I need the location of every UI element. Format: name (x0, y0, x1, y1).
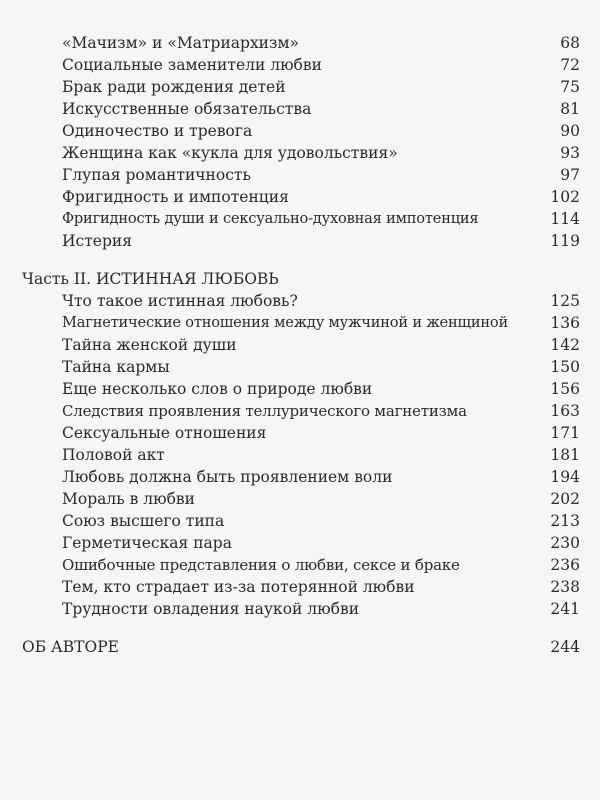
toc-entry-title: Брак ради рождения детей (62, 78, 286, 96)
toc-entry-title: Тайна женской души (62, 336, 237, 354)
toc-entry (62, 356, 580, 378)
part-heading (22, 268, 580, 290)
toc-entry (62, 120, 580, 142)
toc-entry (62, 422, 580, 444)
toc-entry-page: 236 (550, 556, 580, 574)
toc-entry (62, 466, 580, 488)
toc-entry-title: Сексуальные отношения (62, 424, 267, 442)
toc-entry-page: 125 (550, 292, 580, 310)
toc-entry-title: Тайна кармы (62, 358, 170, 376)
toc-entry-title: Фригидность и импотенция (62, 188, 289, 206)
toc-entry (62, 444, 580, 466)
toc-entry (62, 312, 580, 334)
toc-entry-title: Одиночество и тревога (62, 122, 253, 140)
toc-entry (62, 164, 580, 186)
toc-entry (62, 230, 580, 252)
toc-entry-page: 150 (550, 358, 580, 376)
toc-entry-title: Женщина как «кукла для удовольствия» (62, 144, 398, 162)
toc-entry-title: Любовь должна быть проявлением воли (62, 468, 393, 486)
toc-entry-title: Мораль в любви (62, 490, 195, 508)
about-author-page: 244 (550, 638, 580, 656)
toc-entry-page: 241 (550, 600, 580, 618)
toc-entry-page: 171 (550, 424, 580, 442)
toc-entry-page: 181 (550, 446, 580, 464)
toc-entry-title: Тем, кто страдает из-за потерянной любви (62, 578, 415, 596)
toc-entry (62, 142, 580, 164)
toc-entry (62, 54, 580, 76)
toc-entry (62, 554, 580, 576)
toc-entry-title: Следствия проявления теллурического магнетизма (62, 402, 467, 420)
toc-entry (62, 76, 580, 98)
toc-entry-page: 75 (560, 78, 580, 96)
toc-entry-page: 213 (550, 512, 580, 530)
toc-entry-title: Искусственные обязательства (62, 100, 312, 118)
toc-entry-title: Еще несколько слов о природе любви (62, 380, 373, 398)
toc-entry (62, 186, 580, 208)
toc-entry-title: Глупая романтичность (62, 166, 251, 184)
toc-entry (62, 532, 580, 554)
toc-entry-title: Фригидность души и сексуально-духовная импотенция (62, 210, 479, 227)
toc-entry (62, 378, 580, 400)
toc-entry (62, 208, 580, 230)
toc-entry (62, 290, 580, 312)
toc-entry (62, 334, 580, 356)
toc-entry (62, 576, 580, 598)
toc-entry-page: 114 (550, 210, 580, 228)
toc-entry-page: 90 (560, 122, 580, 140)
toc-entry-page: 163 (550, 402, 580, 420)
toc-entry (62, 488, 580, 510)
toc-entry (62, 510, 580, 532)
toc-entry-page: 97 (560, 166, 580, 184)
about-author-entry (22, 636, 580, 658)
toc-entry-title: Половой акт (62, 446, 165, 464)
toc-entry-page: 68 (560, 34, 580, 52)
toc-entry-page: 142 (550, 336, 580, 354)
toc-entry-title: Союз высшего типа (62, 512, 225, 530)
about-author-title: ОБ АВТОРЕ (22, 638, 119, 656)
toc-entry-page: 81 (560, 100, 580, 118)
toc-entry-page: 156 (550, 380, 580, 398)
part-heading-title: Часть II. ИСТИННАЯ ЛЮБОВЬ (22, 270, 279, 288)
toc-entry-title: Герметическая пара (62, 534, 232, 552)
toc-entry-title: Социальные заменители любви (62, 56, 322, 74)
toc-entry-title: Ошибочные представления о любви, сексе и браке (62, 556, 460, 574)
toc-entry-title: Магнетические отношения между мужчиной и женщиной (62, 314, 509, 331)
toc-entry-page: 72 (560, 56, 580, 74)
toc-entry-title: Трудности овладения наукой любви (62, 600, 360, 618)
toc-entry-title: «Мачизм» и «Матриархизм» (62, 34, 300, 52)
toc-entry-page: 202 (550, 490, 580, 508)
toc-entry-title: Что такое истинная любовь? (62, 292, 298, 310)
toc-entry-page: 230 (550, 534, 580, 552)
toc-entry (62, 400, 580, 422)
toc-entry-page: 102 (550, 188, 580, 206)
toc-entry (62, 598, 580, 620)
toc-entry (62, 98, 580, 120)
toc-entry (62, 32, 580, 54)
toc-entry-page: 93 (560, 144, 580, 162)
toc-entry-page: 119 (550, 232, 580, 250)
toc-entry-page: 238 (550, 578, 580, 596)
toc-entry-title: Истерия (62, 232, 132, 250)
toc-entry-page: 194 (550, 468, 580, 486)
toc-entry-page: 136 (550, 314, 580, 332)
